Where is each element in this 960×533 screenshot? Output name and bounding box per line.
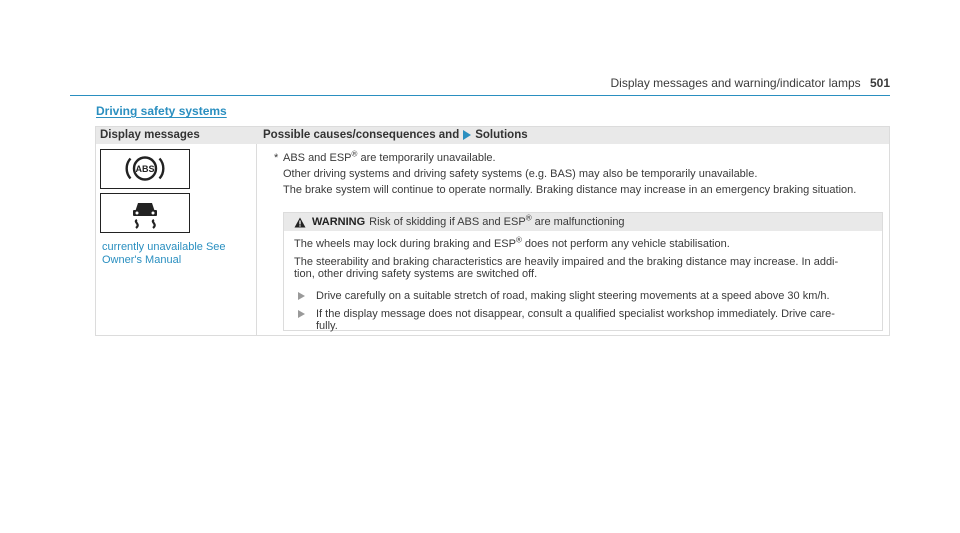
page-number: 501	[869, 76, 890, 90]
warning-header	[284, 213, 882, 231]
warning-title-b: are malfunctioning	[531, 216, 625, 228]
warning-line-1	[294, 235, 730, 250]
col-header-causes-label: Possible causes/consequences and	[263, 129, 460, 141]
warning-line-3: tion, other driving safety systems are switched off.	[294, 268, 538, 280]
esp-skid-icon	[100, 193, 190, 233]
running-header-title: Display messages and warning/indicator lamps	[610, 76, 861, 90]
step-arrow-icon	[298, 310, 305, 318]
arrow-right-icon	[463, 130, 471, 140]
col-header-causes	[263, 129, 528, 141]
registered-mark: ®	[351, 149, 358, 159]
registered-mark: ®	[525, 213, 532, 223]
warning-title-a: Risk of skidding if ABS and ESP	[369, 216, 526, 228]
cause-line-1-b: are temporarily unavailable.	[357, 152, 496, 164]
warning-triangle-icon	[294, 217, 306, 228]
warning-line-1-b: does not perform any vehicle stabilisation.	[521, 238, 730, 250]
cause-line-1	[283, 151, 496, 166]
warning-line-2: The steerability and braking characteristics are heavily impaired and the braking distance may increase. In addi-	[294, 256, 839, 268]
cause-line-2: Other driving systems and driving safety systems (e.g. BAS) may also be temporarily unavailable.	[283, 168, 758, 180]
warning-line-1-a: The wheels may lock during braking and ESP	[294, 238, 516, 250]
cause-line-1-a: ABS and ESP	[283, 152, 352, 164]
messages-table	[95, 126, 890, 336]
section-title: Driving safety systems	[96, 104, 227, 118]
status-message: currently unavailable See Owner's Manual	[102, 241, 226, 266]
step-2-line-1: If the display message does not disappear, consult a qualified specialist workshop immediately. Drive care-	[316, 308, 835, 320]
header-rule	[70, 95, 890, 96]
step-2-line-2: fully.	[316, 320, 338, 332]
col-header-display-messages: Display messages	[100, 129, 200, 141]
warning-label: WARNING	[312, 216, 366, 228]
col-header-solutions-label: Solutions	[475, 129, 528, 141]
table-header	[96, 127, 889, 144]
step-arrow-icon	[298, 292, 305, 300]
column-divider	[256, 144, 257, 335]
cause-line-3: The brake system will continue to operate normally. Braking distance may increase in an emergency braking situation.	[283, 184, 857, 196]
running-header	[611, 76, 891, 90]
step-1: Drive carefully on a suitable stretch of road, making slight steering movements at a speed above 30 km/h.	[316, 290, 830, 302]
registered-mark: ®	[515, 235, 522, 245]
abs-warning-icon	[100, 149, 190, 189]
svg-text:ABS: ABS	[135, 164, 155, 174]
warning-title	[369, 213, 625, 228]
asterisk: *	[274, 152, 279, 164]
warning-box	[283, 212, 883, 331]
